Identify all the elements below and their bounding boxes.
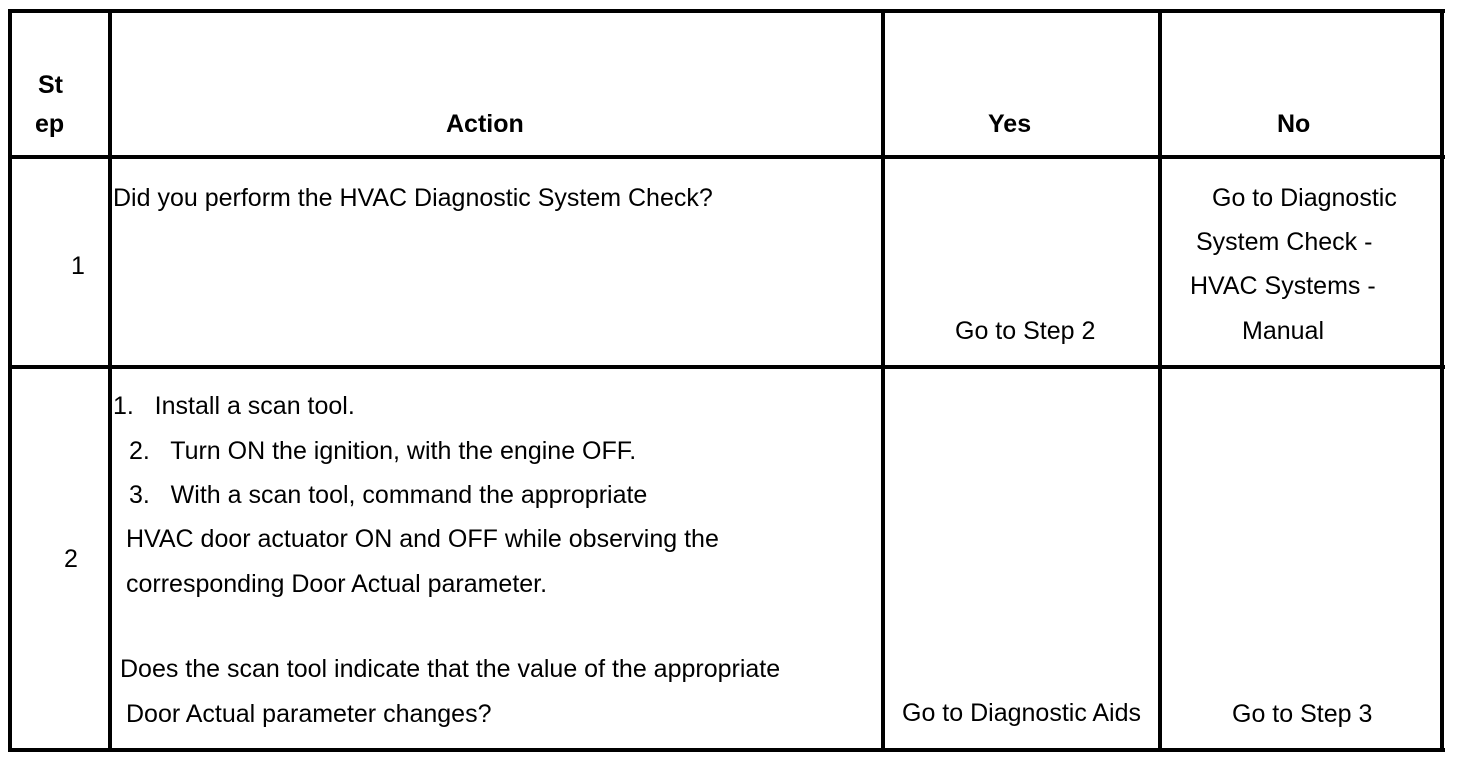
row1-no-line4[interactable]: Manual — [1242, 317, 1324, 345]
row2-yes-cell — [886, 696, 1160, 730]
header-step-line1: St — [38, 71, 63, 99]
header-yes: Yes — [988, 110, 1032, 138]
row1-action-question: Did you perform the HVAC Diagnostic System Check? — [113, 184, 713, 212]
header-no: No — [1277, 110, 1311, 138]
table-border-top — [8, 9, 1445, 13]
row2-yes-link[interactable]: Go to Diagnostic Aids — [902, 699, 1142, 727]
row2-no-link[interactable]: Go to Step 3 — [1232, 700, 1373, 728]
row2-action-line1: 1. Install a scan tool. — [113, 392, 355, 420]
row1-no-line3[interactable]: HVAC Systems - — [1190, 272, 1376, 300]
row2-action-question-line1: Does the scan tool indicate that the value of the appropriate — [120, 655, 781, 683]
row2-action-line3: 3. With a scan tool, command the appropriate — [129, 481, 648, 509]
row1-no-line2[interactable]: System Check - — [1196, 228, 1373, 256]
row2-step-number: 2 — [64, 545, 78, 573]
row2-action-line4: HVAC door actuator ON and OFF while observing the — [126, 525, 719, 553]
header-step-line2: ep — [35, 110, 65, 138]
header-action: Action — [446, 110, 524, 138]
row2-action-line2: 2. Turn ON the ignition, with the engine OFF. — [129, 437, 637, 465]
row2-action-line5: corresponding Door Actual parameter. — [126, 570, 548, 598]
table-border-left — [8, 9, 12, 752]
column-divider-action-yes — [881, 9, 885, 752]
column-divider-yes-no — [1158, 9, 1162, 752]
row-divider — [8, 365, 1445, 369]
column-divider-step-action — [108, 9, 112, 752]
row1-step-number: 1 — [71, 252, 85, 280]
header-divider — [8, 155, 1445, 159]
row1-yes-link[interactable]: Go to Step 2 — [955, 317, 1096, 345]
row1-no-line1[interactable]: Go to Diagnostic — [1212, 184, 1397, 212]
table-border-right — [1440, 9, 1444, 752]
row2-action-question-line2: Door Actual parameter changes? — [126, 700, 492, 728]
table-border-bottom — [8, 748, 1445, 752]
